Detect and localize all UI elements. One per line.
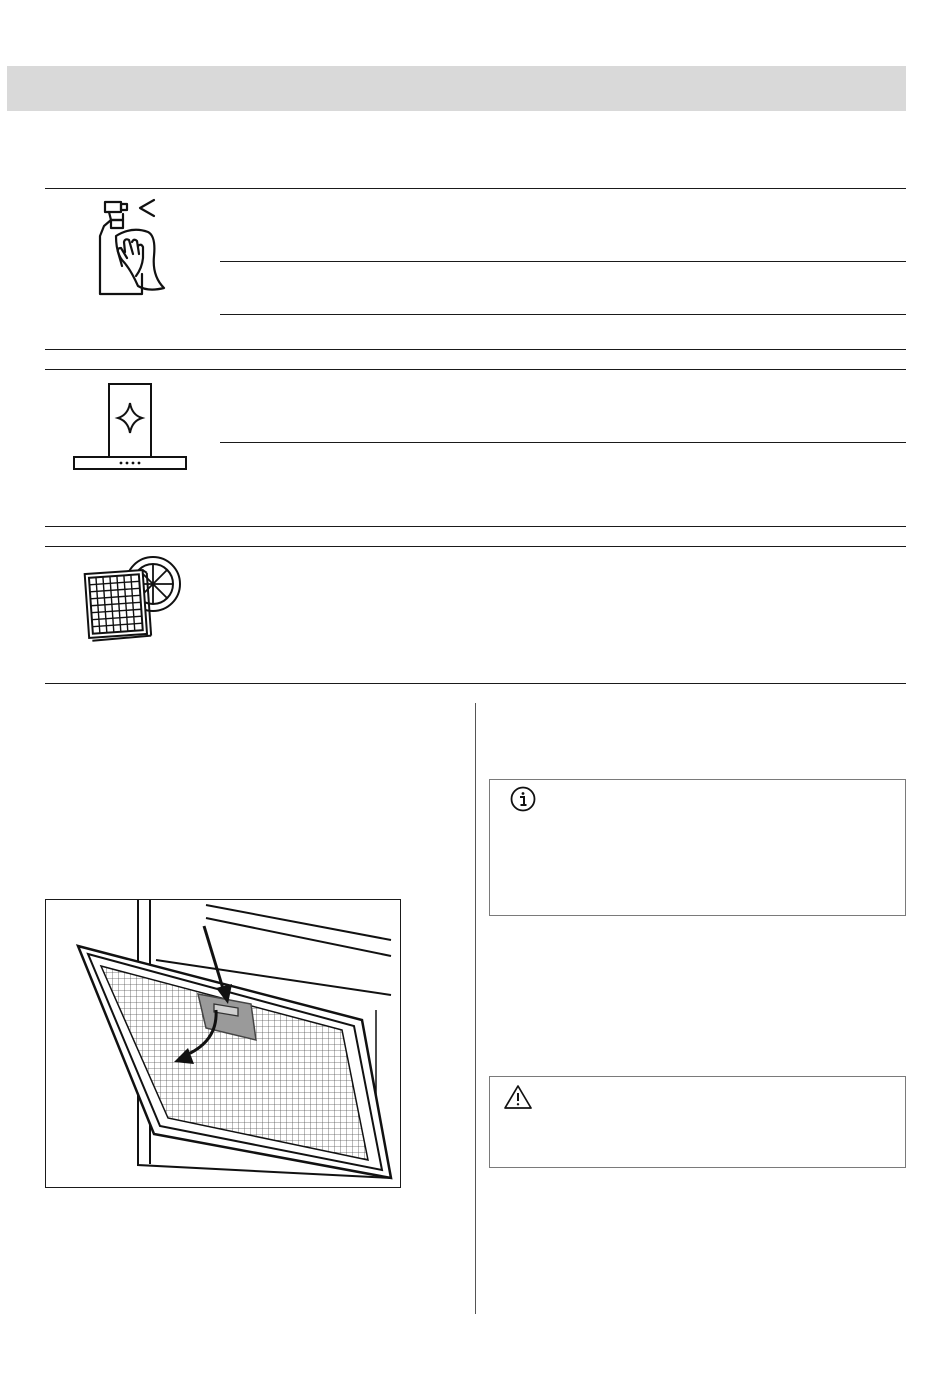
info-note-box	[489, 779, 906, 916]
warning-icon	[503, 1084, 533, 1110]
column-divider	[475, 703, 476, 1314]
table-row-divider	[45, 349, 906, 350]
chimney-hood-sparkle-icon	[72, 383, 188, 471]
spray-and-cloth-icon	[92, 196, 172, 298]
warning-note-box	[489, 1076, 906, 1168]
table-row-divider	[45, 369, 906, 370]
section-header-band	[7, 66, 906, 111]
table-cell-divider	[220, 314, 906, 315]
table-cell-divider	[220, 261, 906, 262]
table-cell-divider	[220, 442, 906, 443]
info-icon	[510, 786, 536, 812]
table-row-divider	[45, 546, 906, 547]
table-row-divider	[45, 188, 906, 189]
grease-and-charcoal-filter-icon	[78, 556, 188, 644]
table-row-divider	[45, 526, 906, 527]
filter-removal-illustration	[45, 899, 401, 1188]
table-row-divider	[45, 683, 906, 684]
